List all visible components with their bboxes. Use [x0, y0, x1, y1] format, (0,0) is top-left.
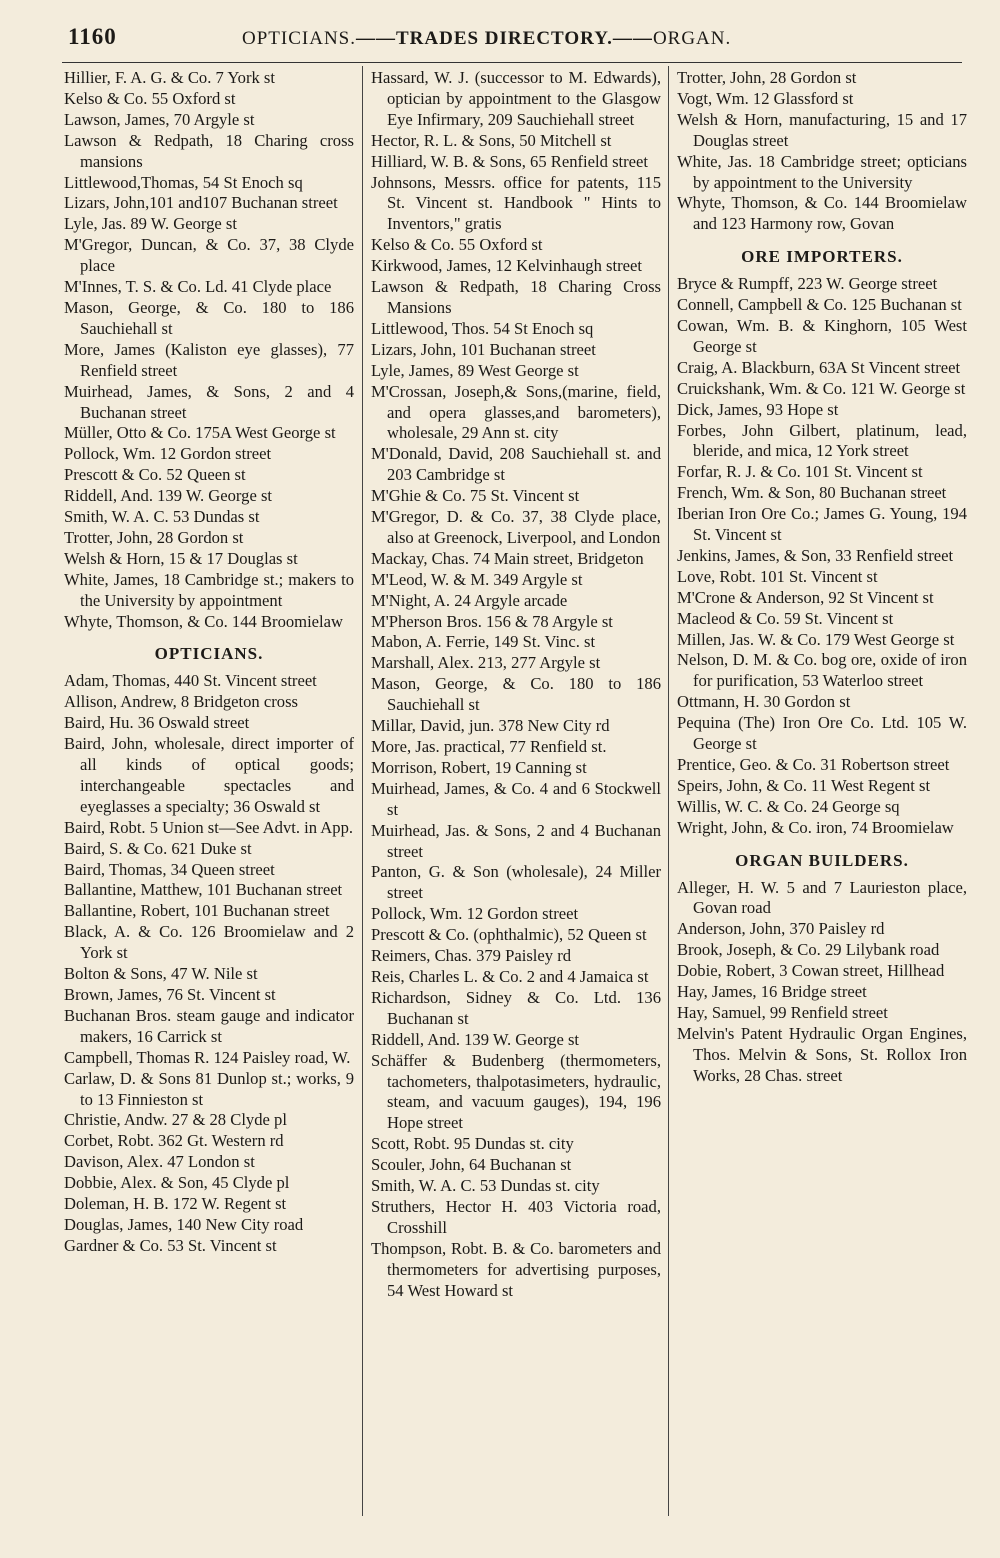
column-divider	[668, 66, 669, 1516]
directory-entry: More, Jas. practical, 77 Renfield st.	[371, 737, 607, 756]
directory-entry: Panton, G. & Son (wholesale), 24 Miller street	[371, 862, 661, 903]
column-2	[371, 68, 661, 1518]
directory-entry: Brook, Joseph, & Co. 29 Lilybank road	[677, 940, 940, 960]
directory-entry: Buchanan Bros. steam gauge and indicator makers, 16 Carrick st	[64, 1005, 354, 1046]
directory-entry: Welsh & Horn, manufacturing, 15 and 17 Douglas street	[677, 109, 967, 150]
directory-entry: Pequina (The) Iron Ore Co. Ltd. 105 W. George st	[677, 713, 967, 754]
directory-entry: M'Leod, W. & M. 349 Argyle st	[371, 569, 583, 589]
directory-entry: Millar, David, jun. 378 New City rd	[371, 716, 610, 736]
directory-entry: Lyle, Jas. 89 W. George st	[64, 214, 237, 234]
directory-entry: Kirkwood, James, 12 Kelvinhaugh street	[371, 256, 642, 276]
column-1	[64, 68, 354, 1518]
directory-entry: Brown, James, 76 St. Vincent st	[64, 984, 276, 1004]
directory-entry: Christie, Andw. 27 & 28 Clyde pl	[64, 1110, 287, 1130]
directory-entry: Muirhead, James, & Sons, 2 and 4 Buchanan street	[64, 381, 354, 422]
directory-entry: White, James, 18 Cambridge st.; makers to the University by appointment	[64, 569, 354, 610]
directory-entry: Trotter, John, 28 Gordon st	[677, 68, 857, 87]
directory-entry: Smith, W. A. C. 53 Dundas st. city	[371, 1176, 600, 1196]
directory-entry: Dick, James, 93 Hope st	[677, 399, 839, 419]
directory-entry: Adam, Thomas, 440 St. Vincent street	[64, 671, 317, 691]
directory-entry: Jenkins, James, & Son, 33 Renfield street	[677, 545, 954, 565]
running-title-left: OPTICIANS.	[242, 28, 356, 49]
directory-entry: Cowan, Wm. B. & Kinghorn, 105 West George st	[677, 315, 967, 356]
directory-entry: Wright, John, & Co. iron, 74 Broomielaw	[677, 817, 954, 837]
opticians-entries-continued	[371, 68, 661, 1301]
directory-entry: French, Wm. & Son, 80 Buchanan street	[677, 483, 947, 503]
directory-entry: Ottmann, H. 30 Gordon st	[677, 692, 851, 712]
section-title-organ-builders: ORGAN BUILDERS.	[735, 850, 909, 870]
directory-entry: Whyte, Thomson, & Co. 144 Broomielaw and 123 Harmony row, Govan	[677, 193, 967, 234]
directory-entry: Prescott & Co. 52 Queen st	[64, 465, 246, 485]
directory-entry: Mason, George, & Co. 180 to 186 Sauchiehall st	[64, 297, 354, 338]
ore-importers-entries	[677, 274, 967, 838]
directory-entry: M'Night, A. 24 Argyle arcade	[371, 590, 568, 610]
directory-entry: M'Gregor, D. & Co. 37, 38 Clyde place, also at Greenock, Liverpool, and London	[371, 507, 661, 547]
directory-entry: Gardner & Co. 53 St. Vincent st	[64, 1235, 277, 1255]
directory-entry: Johnsons, Messrs. office for patents, 115 St. Vincent st. Handbook " Hints to Inventors," gratis	[371, 172, 661, 234]
directory-entry: Schäffer & Budenberg (thermometers, tachometers, thalpotasimeters, hydraulic, steam, and vacuum gauges), 194, 196 Hope street	[371, 1050, 661, 1133]
directory-entry: Carlaw, D. & Sons 81 Dunlop st.; works, 9 to 13 Finnieston st	[64, 1068, 354, 1109]
directory-entry: Trotter, John, 28 Gordon st	[64, 527, 244, 547]
directory-entry: Bolton & Sons, 47 W. Nile st	[64, 964, 258, 984]
directory-entry: Forbes, John Gilbert, platinum, lead, bleride, and mica, 12 York street	[677, 420, 967, 461]
directory-entry: Forfar, R. J. & Co. 101 St. Vincent st	[677, 462, 923, 482]
directory-entry: Connell, Campbell & Co. 125 Buchanan st	[677, 295, 962, 315]
directory-entry: M'Crossan, Joseph,& Sons,(marine, field, and opera glasses,and barometers), wholesale, 29 Ann st. city	[371, 381, 661, 443]
section-title-ore-importers: ORE IMPORTERS.	[741, 247, 903, 267]
column-divider	[362, 66, 363, 1516]
directory-entry: Cruickshank, Wm. & Co. 121 W. George st	[677, 378, 966, 398]
directory-entry: Lizars, John, 101 Buchanan street	[371, 339, 596, 359]
directory-entry: Thompson, Robt. B. & Co. barometers and thermometers for advertising purposes, 54 West Howard st	[371, 1238, 661, 1300]
directory-entry: Hilliard, W. B. & Sons, 65 Renfield street	[371, 151, 649, 171]
directory-entry: M'Innes, T. S. & Co. Ld. 41 Clyde place	[64, 277, 332, 297]
directory-entry: Iberian Iron Ore Co.; James G. Young, 194 St. Vincent st	[677, 504, 967, 545]
directory-entry: Lyle, James, 89 West George st	[371, 360, 579, 380]
directory-entry: Willis, W. C. & Co. 24 George sq	[677, 796, 900, 816]
directory-entry: Corbet, Robt. 362 Gt. Western rd	[64, 1131, 284, 1151]
running-title-center: ——TRADES DIRECTORY.——	[355, 28, 653, 49]
directory-entry: Scouler, John, 64 Buchanan st	[371, 1155, 572, 1175]
directory-entry: Muirhead, Jas. & Sons, 2 and 4 Buchanan street	[371, 820, 661, 861]
directory-entry: Welsh & Horn, 15 & 17 Douglas st	[64, 548, 298, 568]
directory-entry: Love, Robt. 101 St. Vincent st	[677, 566, 878, 586]
directory-entry: Baird, Robt. 5 Union st—See Advt. in App.	[64, 817, 354, 837]
page-number: 1160	[68, 24, 117, 49]
directory-entry: Riddell, And. 139 W. George st	[371, 1029, 580, 1049]
directory-entry: Dobbie, Alex. & Son, 45 Clyde pl	[64, 1173, 290, 1193]
directory-entry: Craig, A. Blackburn, 63A St Vincent street	[677, 357, 961, 377]
directory-entry: Kelso & Co. 55 Oxford st	[64, 88, 236, 108]
directory-entry: Littlewood,Thomas, 54 St Enoch sq	[64, 172, 303, 192]
directory-entry: Lawson, James, 70 Argyle st	[64, 109, 255, 129]
directory-entry: Pollock, Wm. 12 Gordon street	[371, 904, 579, 924]
directory-entry: Morrison, Robert, 19 Canning st	[371, 757, 587, 777]
directory-entry: Millen, Jas. W. & Co. 179 West George st	[677, 629, 955, 649]
directory-entry: White, Jas. 18 Cambridge street; opticians by appointment to the University	[677, 151, 967, 192]
directory-entry: Smith, W. A. C. 53 Dundas st	[64, 507, 260, 527]
organ-builders-entries	[677, 878, 967, 1087]
directory-entry: Mabon, A. Ferrie, 149 St. Vinc. st	[371, 632, 596, 652]
directory-entry: Baird, John, wholesale, direct importer of all kinds of optical goods; interchangeable spectacles and eyeglasses a specialty; 36 Oswald st	[64, 734, 354, 816]
directory-entry: Baird, Thomas, 34 Queen street	[64, 859, 275, 879]
directory-entry: Müller, Otto & Co. 175A West George st	[64, 423, 336, 443]
directory-entry: Prescott & Co. (ophthalmic), 52 Queen st	[371, 925, 647, 945]
directory-entry: Baird, Hu. 36 Oswald street	[64, 713, 250, 733]
directory-entry: Lawson & Redpath, 18 Charing cross mansions	[64, 130, 354, 171]
directory-entry: Bryce & Rumpff, 223 W. George street	[677, 274, 938, 294]
directory-entry: Alleger, H. W. 5 and 7 Laurieston place, Govan road	[677, 877, 967, 918]
opticians-entries	[64, 671, 354, 1256]
directory-entry: Marshall, Alex. 213, 277 Argyle st	[371, 653, 601, 673]
directory-entry: Dobie, Robert, 3 Cowan street, Hillhead	[677, 961, 945, 981]
directory-entry: Campbell, Thomas R. 124 Paisley road, W.	[64, 1047, 351, 1067]
directory-entry: Lawson & Redpath, 18 Charing Cross Mansions	[371, 277, 661, 317]
directory-entry: Whyte, Thomson, & Co. 144 Broomielaw	[64, 611, 343, 631]
header-rule	[62, 62, 962, 63]
directory-entry: Littlewood, Thos. 54 St Enoch sq	[371, 318, 594, 338]
directory-entry: Davison, Alex. 47 London st	[64, 1152, 255, 1172]
directory-entry: More, James (Kaliston eye glasses), 77 Renfield street	[64, 339, 354, 380]
directory-entry: M'Gregor, Duncan, & Co. 37, 38 Clyde place	[64, 235, 354, 276]
directory-entry: Ballantine, Robert, 101 Buchanan street	[64, 901, 330, 921]
directory-entry: Mackay, Chas. 74 Main street, Bridgeton	[371, 548, 644, 568]
directory-entry: Mason, George, & Co. 180 to 186 Sauchiehall st	[371, 674, 661, 715]
directory-entry: Struthers, Hector H. 403 Victoria road, Crosshill	[371, 1196, 661, 1237]
directory-entry: Hector, R. L. & Sons, 50 Mitchell st	[371, 130, 612, 150]
directory-entry: Anderson, John, 370 Paisley rd	[677, 919, 885, 939]
directory-entry: Vogt, Wm. 12 Glassford st	[677, 88, 854, 108]
directory-entry: Melvin's Patent Hydraulic Organ Engines, Thos. Melvin & Sons, St. Rollox Iron Works, 28 Chas. street	[677, 1023, 967, 1085]
opticians-entries-end	[677, 68, 967, 235]
directory-entry: Lizars, John,101 and107 Buchanan street	[64, 193, 338, 213]
directory-entry: Speirs, John, & Co. 11 West Regent st	[677, 775, 931, 795]
directory-entry: M'Pherson Bros. 156 & 78 Argyle st	[371, 611, 613, 631]
directory-entry: Reis, Charles L. & Co. 2 and 4 Jamaica st	[371, 966, 649, 986]
directory-entry: Pollock, Wm. 12 Gordon street	[64, 444, 272, 464]
directory-entry: Kelso & Co. 55 Oxford st	[371, 235, 543, 255]
directory-entry: Allison, Andrew, 8 Bridgeton cross	[64, 692, 298, 712]
directory-entry: M'Crone & Anderson, 92 St Vincent st	[677, 587, 934, 607]
running-header	[62, 24, 960, 60]
running-title	[242, 28, 731, 50]
directory-entry: Baird, S. & Co. 621 Duke st	[64, 838, 252, 858]
directory-entry: Muirhead, James, & Co. 4 and 6 Stockwell st	[371, 778, 661, 819]
directory-entry: Macleod & Co. 59 St. Vincent st	[677, 608, 894, 628]
directory-entry: M'Ghie & Co. 75 St. Vincent st	[371, 486, 580, 506]
directory-entry: Hassard, W. J. (successor to M. Edwards), optician by appointment to the Glasgow Eye Infirmary, 209 Sauchiehall street	[371, 68, 661, 129]
directory-entry: Hay, Samuel, 99 Renfield street	[677, 1002, 888, 1022]
running-title-right: ORGAN.	[652, 28, 732, 49]
directory-entry: Black, A. & Co. 126 Broomielaw and 2 York st	[64, 922, 354, 963]
continued-entries	[64, 68, 354, 632]
directory-entry: Prentice, Geo. & Co. 31 Robertson street	[677, 755, 950, 774]
directory-entry: Richardson, Sidney & Co. Ltd. 136 Buchanan st	[371, 987, 661, 1028]
directory-entry: Scott, Robt. 95 Dundas st. city	[371, 1134, 574, 1154]
column-3	[677, 68, 967, 1518]
directory-entry: Doleman, H. B. 172 W. Regent st	[64, 1194, 287, 1214]
directory-entry: Hay, James, 16 Bridge street	[677, 982, 867, 1002]
directory-entry: Douglas, James, 140 New City road	[64, 1214, 304, 1234]
directory-entry: Ballantine, Matthew, 101 Buchanan street	[64, 880, 343, 900]
directory-entry: Reimers, Chas. 379 Paisley rd	[371, 946, 572, 966]
directory-entry: Nelson, D. M. & Co. bog ore, oxide of iron for purification, 53 Waterloo street	[677, 650, 967, 691]
directory-entry: Hillier, F. A. G. & Co. 7 York st	[64, 68, 275, 87]
directory-entry: Riddell, And. 139 W. George st	[64, 486, 273, 506]
section-title-opticians: OPTICIANS.	[154, 644, 264, 664]
directory-entry: M'Donald, David, 208 Sauchiehall st. and 203 Cambridge st	[371, 444, 661, 485]
